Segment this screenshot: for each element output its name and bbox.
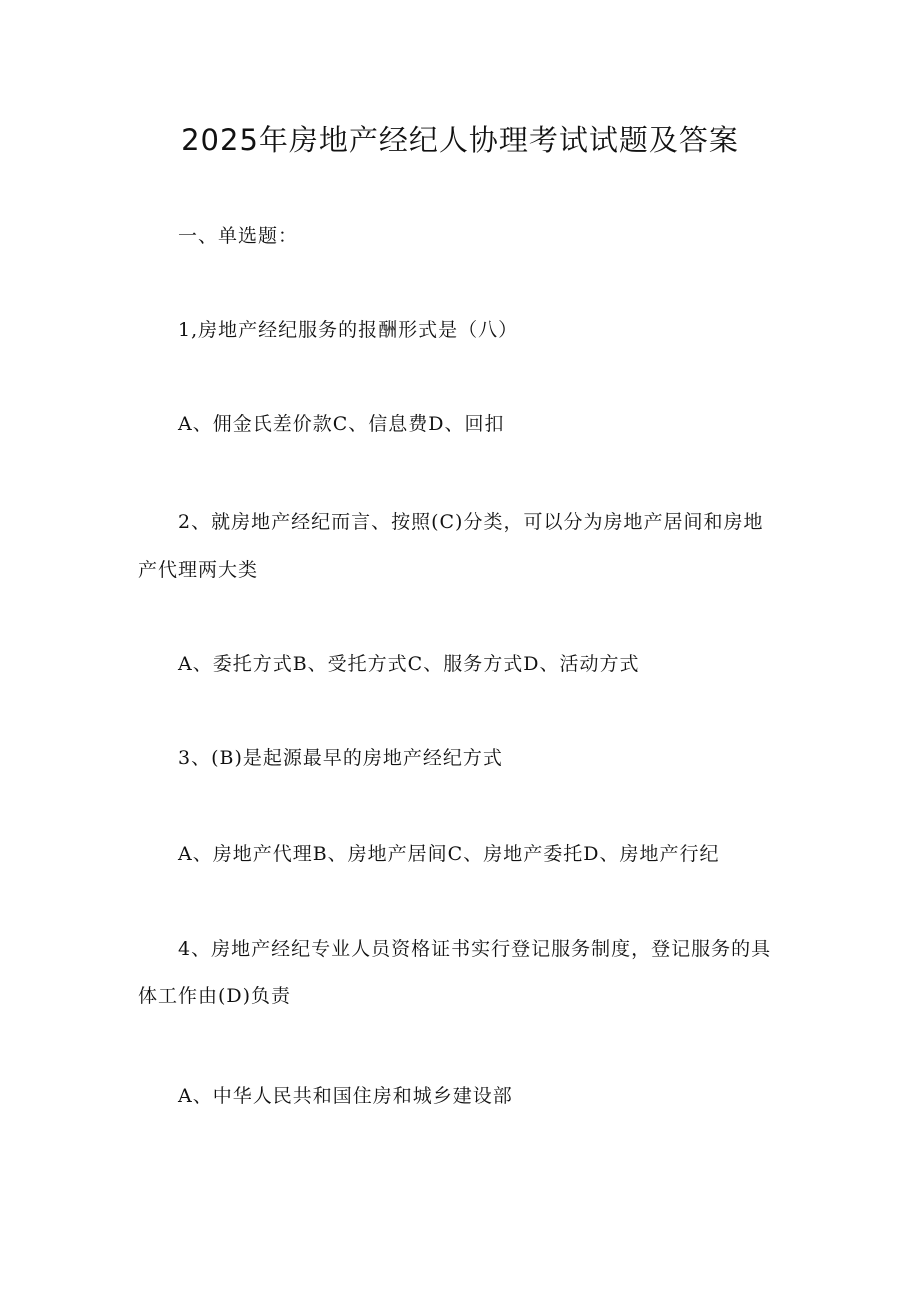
question-4-stem-line-2: 体工作由(D)负责 [138, 985, 292, 1007]
question-4-options: A、中华人民共和国住房和城乡建设部 [178, 1085, 513, 1107]
question-4-stem-line-1: 4、房地产经纪专业人员资格证书实行登记服务制度，登记服务的具 [178, 938, 772, 960]
section-heading: 一、单选题： [178, 225, 299, 247]
question-2-stem-line-2: 产代理两大类 [138, 559, 259, 581]
question-1-options: A、佣金氏差价款C、信息费D、回扣 [178, 413, 505, 435]
question-3-stem: 3、(B)是起源最早的房地产经纪方式 [178, 747, 503, 769]
question-1-stem: 1,房地产经纪服务的报酬形式是（八） [178, 319, 519, 341]
question-2-options: A、委托方式B、受托方式C、服务方式D、活动方式 [178, 653, 640, 675]
question-3-options: A、房地产代理B、房地产居间C、房地产委托D、房地产行纪 [178, 843, 720, 865]
page-title: 2025年房地产经纪人协理考试试题及答案 [181, 123, 739, 157]
question-2-stem-line-1: 2、就房地产经纪而言、按照(C)分类，可以分为房地产居间和房地 [178, 511, 764, 533]
